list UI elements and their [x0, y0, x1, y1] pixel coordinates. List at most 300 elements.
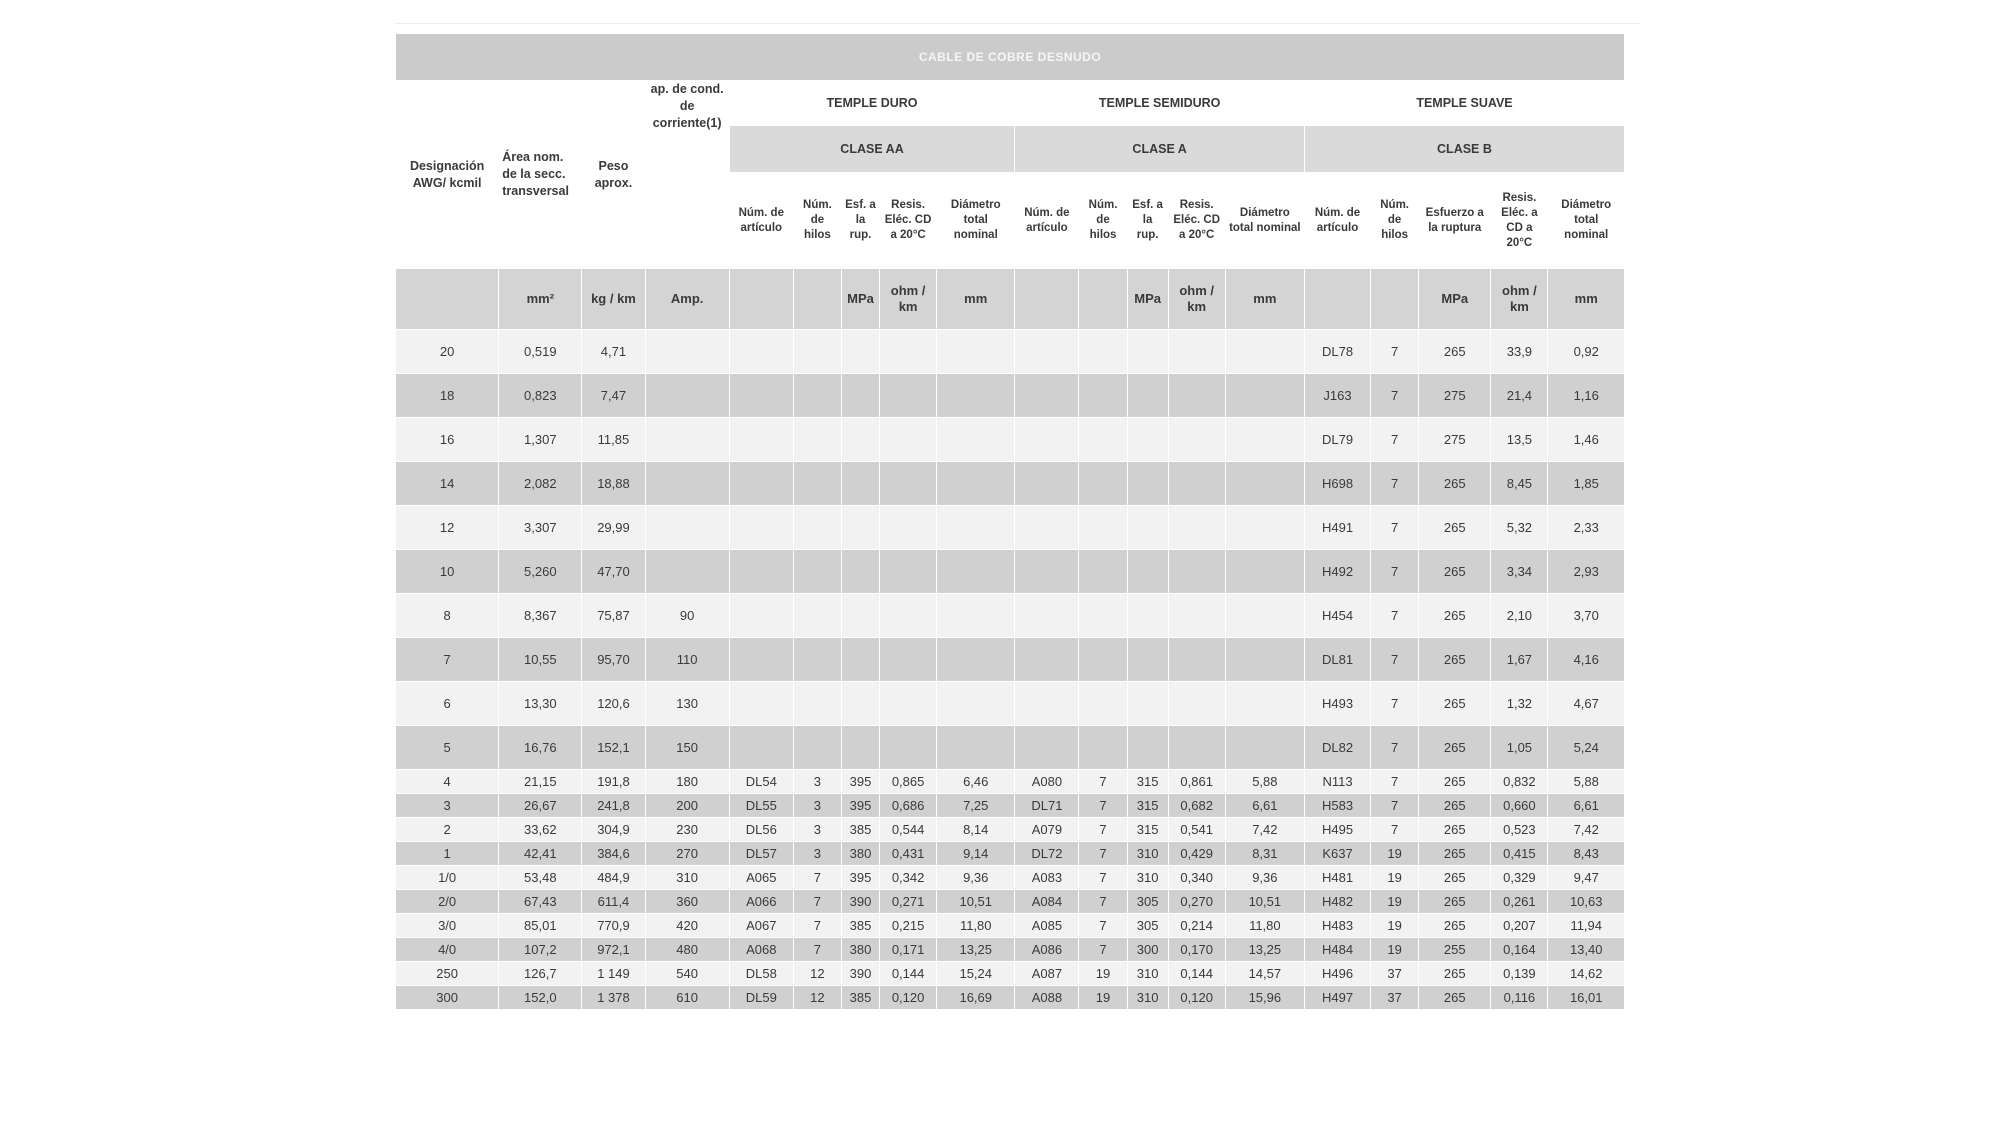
- table-cell: 360: [645, 890, 729, 914]
- table-cell: 0,832: [1491, 770, 1548, 794]
- table-cell: H481: [1304, 866, 1370, 890]
- table-cell: 152,0: [499, 986, 582, 1010]
- table-cell: [729, 638, 793, 682]
- table-row: [396, 462, 1625, 506]
- table-cell: 7,25: [937, 794, 1015, 818]
- table-title: CABLE DE COBRE DESNUDO: [396, 34, 1625, 81]
- table-cell: 1,32: [1491, 682, 1548, 726]
- header-area: Área nom. de la secc. transversal: [499, 81, 582, 269]
- table-cell: 3,34: [1491, 550, 1548, 594]
- table-cell: 152,1: [582, 726, 645, 770]
- table-cell: 0,144: [1168, 962, 1225, 986]
- table-cell: 10,51: [937, 890, 1015, 914]
- table-cell: A065: [729, 866, 793, 890]
- table-row: [396, 726, 1625, 770]
- table-cell: 191,8: [582, 770, 645, 794]
- table-cell: 13,25: [937, 938, 1015, 962]
- table-cell: [1127, 682, 1168, 726]
- table-cell: 10,55: [499, 638, 582, 682]
- table-cell: [729, 682, 793, 726]
- table-cell: 9,36: [1225, 866, 1304, 890]
- table-cell: 16,69: [937, 986, 1015, 1010]
- table-row: [396, 770, 1625, 794]
- unit-cell: MPa: [841, 269, 879, 330]
- table-cell: [1079, 374, 1127, 418]
- table-row: [396, 962, 1625, 986]
- table-cell: DL78: [1304, 330, 1370, 374]
- unit-cell: [1371, 269, 1419, 330]
- table-cell: [841, 506, 879, 550]
- table-cell: [729, 594, 793, 638]
- table-cell: [1079, 462, 1127, 506]
- table-cell: [645, 374, 729, 418]
- table-cell: J163: [1304, 374, 1370, 418]
- table-cell: [793, 462, 841, 506]
- table-cell: 265: [1419, 914, 1491, 938]
- table-cell: [841, 330, 879, 374]
- table-cell: [1079, 682, 1127, 726]
- table-cell: 8,45: [1491, 462, 1548, 506]
- table-cell: [1079, 638, 1127, 682]
- table-cell: 10,51: [1225, 890, 1304, 914]
- table-cell: [1015, 330, 1079, 374]
- table-cell: 395: [841, 866, 879, 890]
- table-cell: 7: [793, 938, 841, 962]
- unit-cell: [729, 269, 793, 330]
- table-cell: 2: [396, 818, 499, 842]
- table-cell: [1015, 374, 1079, 418]
- table-cell: 11,80: [937, 914, 1015, 938]
- table-cell: [1015, 682, 1079, 726]
- table-cell: 7: [1371, 794, 1419, 818]
- table-cell: 385: [841, 986, 879, 1010]
- table-cell: 385: [841, 818, 879, 842]
- table-cell: 7: [1371, 330, 1419, 374]
- table-cell: 265: [1419, 594, 1491, 638]
- table-cell: 7: [1079, 914, 1127, 938]
- table-cell: [1079, 726, 1127, 770]
- subheader-semi-2: Esf. a la rup.: [1127, 173, 1168, 269]
- table-cell: 1/0: [396, 866, 499, 890]
- table-cell: 265: [1419, 962, 1491, 986]
- unit-cell: [396, 269, 499, 330]
- table-cell: 33,62: [499, 818, 582, 842]
- table-cell: 12: [793, 962, 841, 986]
- table-cell: 0,342: [880, 866, 937, 890]
- table-cell: 4,16: [1548, 638, 1625, 682]
- table-cell: 67,43: [499, 890, 582, 914]
- table-cell: [841, 418, 879, 462]
- table-cell: 7: [1371, 638, 1419, 682]
- subheader-suave-0: Núm. de artículo: [1304, 173, 1370, 269]
- subheader-semi-3: Resis. Eléc. CD a 20°C: [1168, 173, 1225, 269]
- table-cell: 395: [841, 770, 879, 794]
- table-cell: DL54: [729, 770, 793, 794]
- table-cell: 7: [396, 638, 499, 682]
- table-cell: A068: [729, 938, 793, 962]
- table-cell: [1168, 374, 1225, 418]
- table-cell: A079: [1015, 818, 1079, 842]
- table-cell: 265: [1419, 794, 1491, 818]
- table-cell: 14,62: [1548, 962, 1625, 986]
- table-cell: 7: [1371, 550, 1419, 594]
- table-cell: H484: [1304, 938, 1370, 962]
- header-designacion: Designación AWG/ kcmil: [396, 81, 499, 269]
- table-cell: 395: [841, 794, 879, 818]
- table-cell: [793, 638, 841, 682]
- table-cell: 0,207: [1491, 914, 1548, 938]
- table-cell: 1,46: [1548, 418, 1625, 462]
- table-cell: 6,61: [1225, 794, 1304, 818]
- table-cell: 0,519: [499, 330, 582, 374]
- table-cell: 270: [645, 842, 729, 866]
- table-cell: 0,329: [1491, 866, 1548, 890]
- table-cell: [937, 330, 1015, 374]
- table-cell: [793, 374, 841, 418]
- table-cell: A066: [729, 890, 793, 914]
- table-cell: [1079, 506, 1127, 550]
- table-cell: 7: [1079, 938, 1127, 962]
- table-cell: [841, 462, 879, 506]
- table-cell: A067: [729, 914, 793, 938]
- table-cell: [880, 462, 937, 506]
- table-cell: 6,46: [937, 770, 1015, 794]
- table-cell: [937, 726, 1015, 770]
- table-cell: 13,40: [1548, 938, 1625, 962]
- table-cell: 75,87: [582, 594, 645, 638]
- table-cell: 7: [1371, 818, 1419, 842]
- table-cell: 0,116: [1491, 986, 1548, 1010]
- table-cell: [1127, 418, 1168, 462]
- table-cell: 310: [1127, 866, 1168, 890]
- table-row: [396, 842, 1625, 866]
- class-aa: CLASE AA: [729, 126, 1015, 173]
- table-cell: 7: [1371, 418, 1419, 462]
- table-cell: 1,05: [1491, 726, 1548, 770]
- table-cell: 0,164: [1491, 938, 1548, 962]
- table-cell: 13,25: [1225, 938, 1304, 962]
- table-cell: 37: [1371, 962, 1419, 986]
- table-cell: [841, 638, 879, 682]
- table-cell: 0,270: [1168, 890, 1225, 914]
- table-cell: A087: [1015, 962, 1079, 986]
- table-cell: [729, 418, 793, 462]
- table-cell: 250: [396, 962, 499, 986]
- table-cell: 126,7: [499, 962, 582, 986]
- table-cell: 19: [1371, 842, 1419, 866]
- table-cell: 6,61: [1548, 794, 1625, 818]
- table-cell: 18,88: [582, 462, 645, 506]
- table-cell: [1168, 550, 1225, 594]
- table-row: [396, 594, 1625, 638]
- table-cell: 9,36: [937, 866, 1015, 890]
- table-cell: A084: [1015, 890, 1079, 914]
- table-row: [396, 330, 1625, 374]
- table-cell: [1015, 506, 1079, 550]
- table-cell: 2,33: [1548, 506, 1625, 550]
- table-cell: 4/0: [396, 938, 499, 962]
- table-cell: H495: [1304, 818, 1370, 842]
- table-cell: 7: [1079, 842, 1127, 866]
- table-cell: 7: [1371, 374, 1419, 418]
- table-cell: 150: [645, 726, 729, 770]
- table-cell: 13,30: [499, 682, 582, 726]
- table-cell: 8: [396, 594, 499, 638]
- table-cell: 1 149: [582, 962, 645, 986]
- table-cell: 0,170: [1168, 938, 1225, 962]
- table-cell: 315: [1127, 770, 1168, 794]
- group-temple-duro: TEMPLE DURO: [729, 81, 1015, 126]
- table-cell: 19: [1371, 914, 1419, 938]
- table-cell: 390: [841, 890, 879, 914]
- table-cell: [729, 506, 793, 550]
- table-cell: 304,9: [582, 818, 645, 842]
- table-cell: 255: [1419, 938, 1491, 962]
- class-b: CLASE B: [1304, 126, 1624, 173]
- table-cell: [880, 506, 937, 550]
- unit-cell: ohm / km: [880, 269, 937, 330]
- table-cell: [880, 374, 937, 418]
- table-cell: 21,4: [1491, 374, 1548, 418]
- table-cell: 95,70: [582, 638, 645, 682]
- table-cell: 310: [1127, 986, 1168, 1010]
- table-cell: 275: [1419, 374, 1491, 418]
- table-cell: H698: [1304, 462, 1370, 506]
- table-cell: 3: [793, 794, 841, 818]
- table-cell: A085: [1015, 914, 1079, 938]
- table-cell: 5,260: [499, 550, 582, 594]
- unit-cell: [1304, 269, 1370, 330]
- table-cell: 610: [645, 986, 729, 1010]
- table-row: [396, 638, 1625, 682]
- table-cell: 275: [1419, 418, 1491, 462]
- table-row: [396, 914, 1625, 938]
- table-cell: 265: [1419, 986, 1491, 1010]
- subheader-suave-1: Núm. de hilos: [1371, 173, 1419, 269]
- table-cell: 0,865: [880, 770, 937, 794]
- unit-cell: kg / km: [582, 269, 645, 330]
- table-cell: [1225, 330, 1304, 374]
- table-cell: 305: [1127, 914, 1168, 938]
- subheader-semi-4: Diámetro total nominal: [1225, 173, 1304, 269]
- table-cell: H491: [1304, 506, 1370, 550]
- table-cell: 0,214: [1168, 914, 1225, 938]
- table-cell: [1015, 462, 1079, 506]
- table-cell: 13,5: [1491, 418, 1548, 462]
- table-row: [396, 550, 1625, 594]
- table-cell: 7,42: [1225, 818, 1304, 842]
- table-row: [396, 986, 1625, 1010]
- table-cell: [937, 638, 1015, 682]
- table-cell: 7: [1371, 462, 1419, 506]
- table-cell: [1079, 330, 1127, 374]
- table-cell: 7: [1079, 890, 1127, 914]
- table-cell: 21,15: [499, 770, 582, 794]
- table-cell: DL79: [1304, 418, 1370, 462]
- table-cell: 110: [645, 638, 729, 682]
- table-cell: DL72: [1015, 842, 1079, 866]
- table-cell: 3,307: [499, 506, 582, 550]
- table-cell: 12: [793, 986, 841, 1010]
- table-cell: 3,70: [1548, 594, 1625, 638]
- unit-cell: ohm / km: [1491, 269, 1548, 330]
- table-cell: [937, 682, 1015, 726]
- table-cell: K637: [1304, 842, 1370, 866]
- unit-cell: mm: [1225, 269, 1304, 330]
- subheader-duro-4: Diámetro total nominal: [937, 173, 1015, 269]
- table-cell: 0,544: [880, 818, 937, 842]
- unit-cell: mm²: [499, 269, 582, 330]
- table-cell: 390: [841, 962, 879, 986]
- table-cell: [1168, 594, 1225, 638]
- table-cell: 0,523: [1491, 818, 1548, 842]
- table-cell: 7: [1079, 794, 1127, 818]
- table-cell: 9,47: [1548, 866, 1625, 890]
- table-cell: 15,24: [937, 962, 1015, 986]
- table-cell: 265: [1419, 726, 1491, 770]
- table-cell: [645, 550, 729, 594]
- table-cell: [880, 330, 937, 374]
- table-cell: [1225, 462, 1304, 506]
- table-cell: 1,67: [1491, 638, 1548, 682]
- table-cell: [1168, 462, 1225, 506]
- table-cell: 0,171: [880, 938, 937, 962]
- table-cell: 384,6: [582, 842, 645, 866]
- table-cell: 7: [1371, 682, 1419, 726]
- table-cell: [793, 550, 841, 594]
- table-cell: 11,94: [1548, 914, 1625, 938]
- table-cell: 19: [1371, 890, 1419, 914]
- table-cell: [1225, 418, 1304, 462]
- subheader-duro-1: Núm. de hilos: [793, 173, 841, 269]
- table-cell: 300: [1127, 938, 1168, 962]
- table-cell: 47,70: [582, 550, 645, 594]
- table-cell: [937, 374, 1015, 418]
- table-cell: [1168, 638, 1225, 682]
- table-cell: 0,682: [1168, 794, 1225, 818]
- table-cell: 6: [396, 682, 499, 726]
- table-cell: 7: [1079, 770, 1127, 794]
- table-cell: 480: [645, 938, 729, 962]
- table-cell: 0,541: [1168, 818, 1225, 842]
- table-cell: 0,686: [880, 794, 937, 818]
- table-cell: DL82: [1304, 726, 1370, 770]
- table-cell: 29,99: [582, 506, 645, 550]
- table-cell: 7: [793, 914, 841, 938]
- table-cell: 7: [793, 890, 841, 914]
- unit-cell: [1015, 269, 1079, 330]
- table-cell: 420: [645, 914, 729, 938]
- group-temple-suave: TEMPLE SUAVE: [1304, 81, 1624, 126]
- table-cell: 90: [645, 594, 729, 638]
- table-cell: [841, 374, 879, 418]
- table-cell: 8,14: [937, 818, 1015, 842]
- table-cell: 3/0: [396, 914, 499, 938]
- table-cell: 241,8: [582, 794, 645, 818]
- table-cell: [937, 506, 1015, 550]
- table-cell: 265: [1419, 506, 1491, 550]
- table-cell: 8,31: [1225, 842, 1304, 866]
- table-cell: 120,6: [582, 682, 645, 726]
- table-row: [396, 794, 1625, 818]
- unit-cell: mm: [937, 269, 1015, 330]
- table-cell: 14,57: [1225, 962, 1304, 986]
- table-cell: [1015, 550, 1079, 594]
- table-cell: A080: [1015, 770, 1079, 794]
- table-cell: H497: [1304, 986, 1370, 1010]
- table-cell: 1: [396, 842, 499, 866]
- table-cell: 11,85: [582, 418, 645, 462]
- table-cell: 3: [793, 818, 841, 842]
- table-cell: 5,24: [1548, 726, 1625, 770]
- table-cell: 2,93: [1548, 550, 1625, 594]
- subheader-suave-3: Resis. Eléc. a CD a 20°C: [1491, 173, 1548, 269]
- table-cell: 19: [1079, 986, 1127, 1010]
- table-cell: [793, 594, 841, 638]
- table-cell: 0,139: [1491, 962, 1548, 986]
- table-cell: 7: [1371, 594, 1419, 638]
- table-cell: H493: [1304, 682, 1370, 726]
- table-cell: 265: [1419, 638, 1491, 682]
- table-cell: 265: [1419, 770, 1491, 794]
- table-cell: [729, 374, 793, 418]
- table-cell: [1225, 550, 1304, 594]
- table-cell: 8,43: [1548, 842, 1625, 866]
- table-cell: [880, 418, 937, 462]
- table-cell: 19: [1371, 866, 1419, 890]
- table-cell: [729, 550, 793, 594]
- table-cell: 12: [396, 506, 499, 550]
- table-cell: 300: [396, 986, 499, 1010]
- table-cell: 7,42: [1548, 818, 1625, 842]
- table-row: [396, 418, 1625, 462]
- subheader-duro-2: Esf. a la rup.: [841, 173, 879, 269]
- unit-cell: MPa: [1419, 269, 1491, 330]
- table-cell: [793, 726, 841, 770]
- table-cell: 310: [1127, 842, 1168, 866]
- unit-cell: [793, 269, 841, 330]
- table-cell: [841, 550, 879, 594]
- table-cell: [1015, 418, 1079, 462]
- subheader-suave-4: Diámetro total nominal: [1548, 173, 1625, 269]
- header-capacidad: ap. de cond. de corriente(1): [645, 81, 729, 269]
- table-cell: 0,340: [1168, 866, 1225, 890]
- table-cell: [645, 330, 729, 374]
- table-cell: [1127, 550, 1168, 594]
- table-cell: [1127, 726, 1168, 770]
- table-cell: [729, 330, 793, 374]
- table-cell: [645, 506, 729, 550]
- table-cell: 7: [793, 866, 841, 890]
- table-cell: 265: [1419, 330, 1491, 374]
- subheader-duro-3: Resis. Eléc. CD a 20°C: [880, 173, 937, 269]
- table-cell: 16,01: [1548, 986, 1625, 1010]
- table-cell: [1225, 682, 1304, 726]
- unit-cell: [1079, 269, 1127, 330]
- table-cell: [1127, 638, 1168, 682]
- table-cell: H483: [1304, 914, 1370, 938]
- table-cell: H454: [1304, 594, 1370, 638]
- table-cell: 1,16: [1548, 374, 1625, 418]
- table-cell: 972,1: [582, 938, 645, 962]
- table-cell: 19: [1371, 938, 1419, 962]
- table-cell: 265: [1419, 682, 1491, 726]
- table-cell: [937, 462, 1015, 506]
- table-cell: 484,9: [582, 866, 645, 890]
- table-cell: 4,67: [1548, 682, 1625, 726]
- table-cell: 0,823: [499, 374, 582, 418]
- table-cell: [1225, 594, 1304, 638]
